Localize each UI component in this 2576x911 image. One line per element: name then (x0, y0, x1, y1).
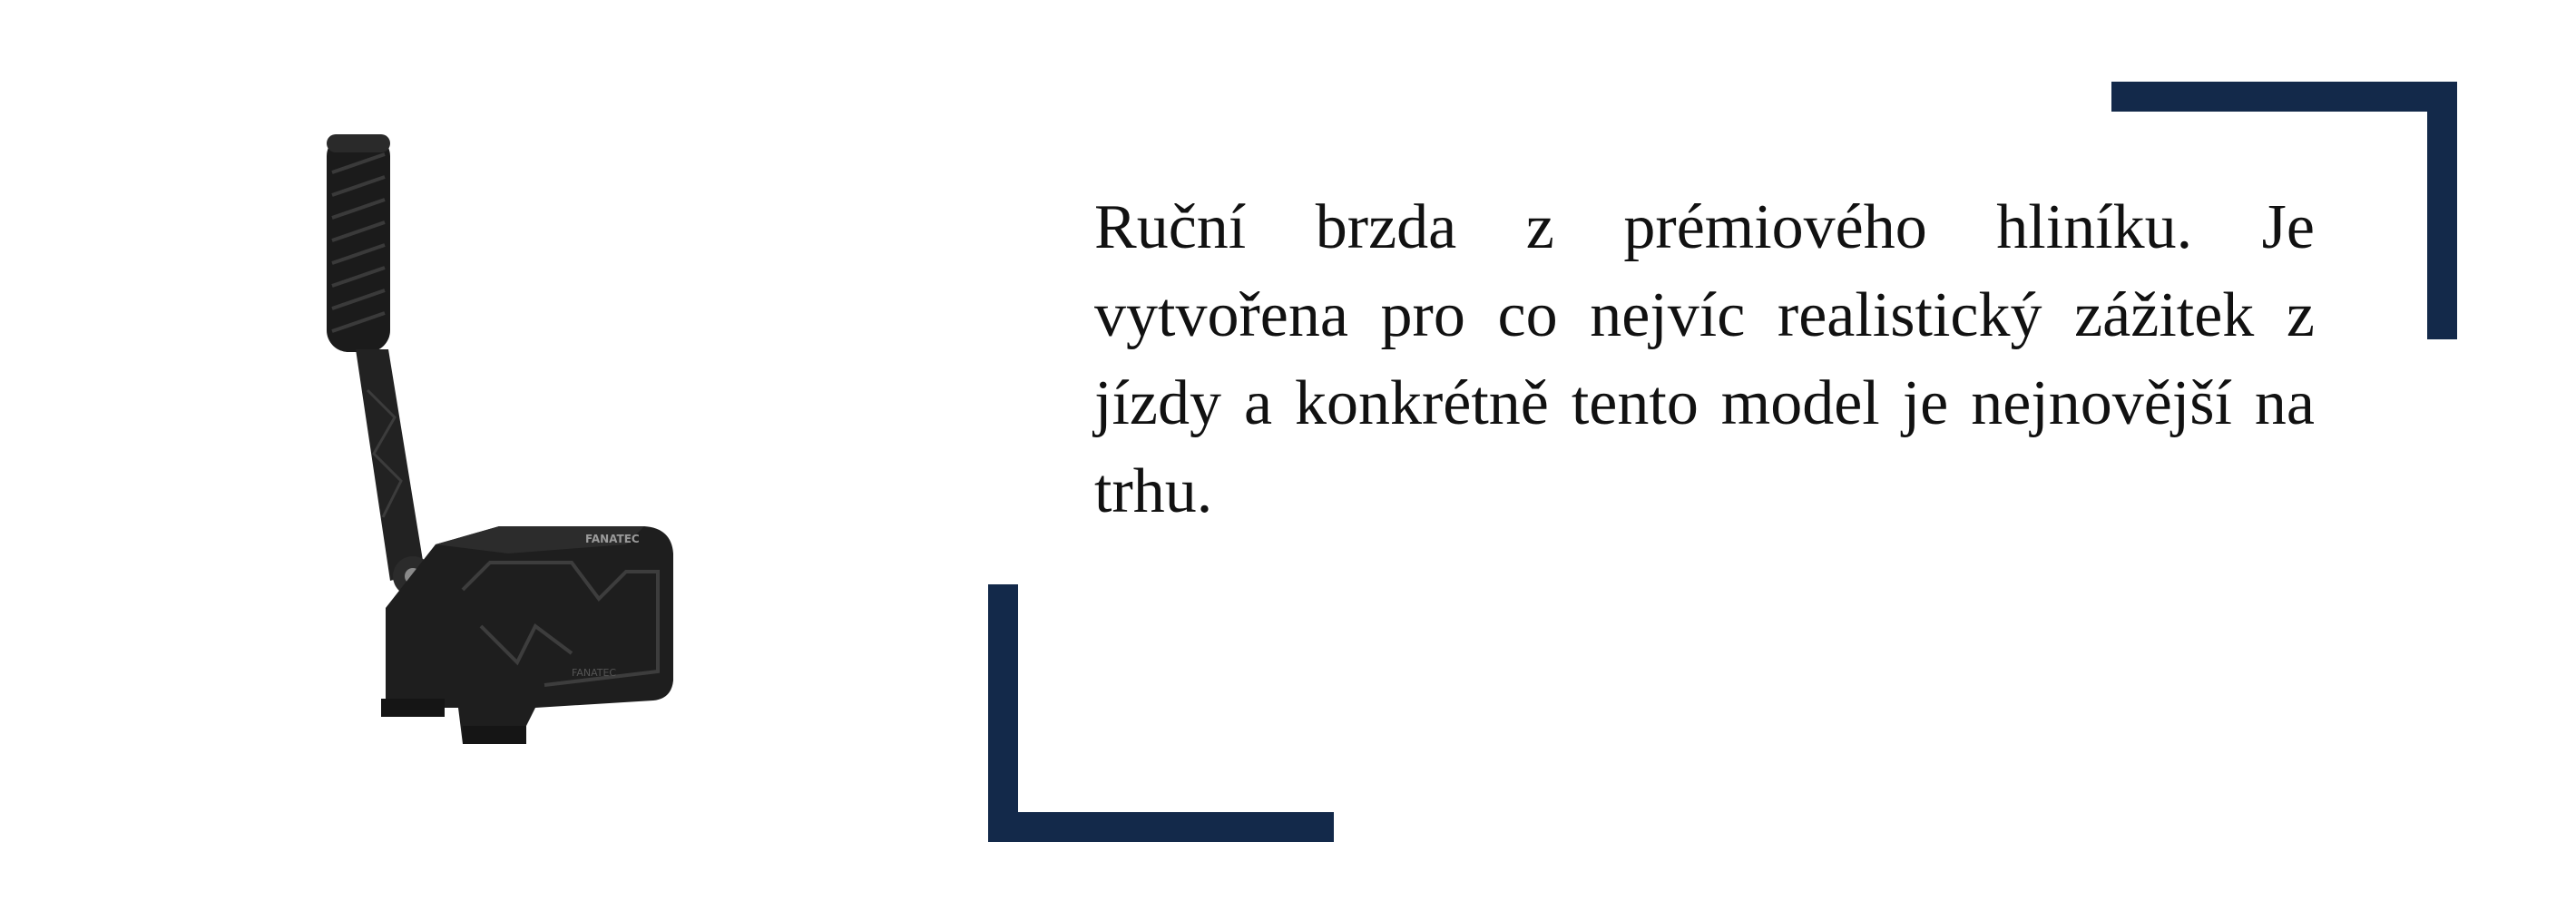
handbrake-lever-icon (299, 118, 699, 753)
product-description: Ruční brzda z prémiového hliníku. Je vytvořena pro co nejvíc realistický zážitek z jízdy a konkrétně tento model je nejnovější na trhu. (1094, 192, 2315, 526)
brand-logo: FANATEC (585, 533, 640, 545)
brand-logo-side: FANATEC (572, 667, 617, 679)
handbrake-image (299, 118, 699, 753)
decorative-corner-bottom-left (988, 584, 1334, 842)
